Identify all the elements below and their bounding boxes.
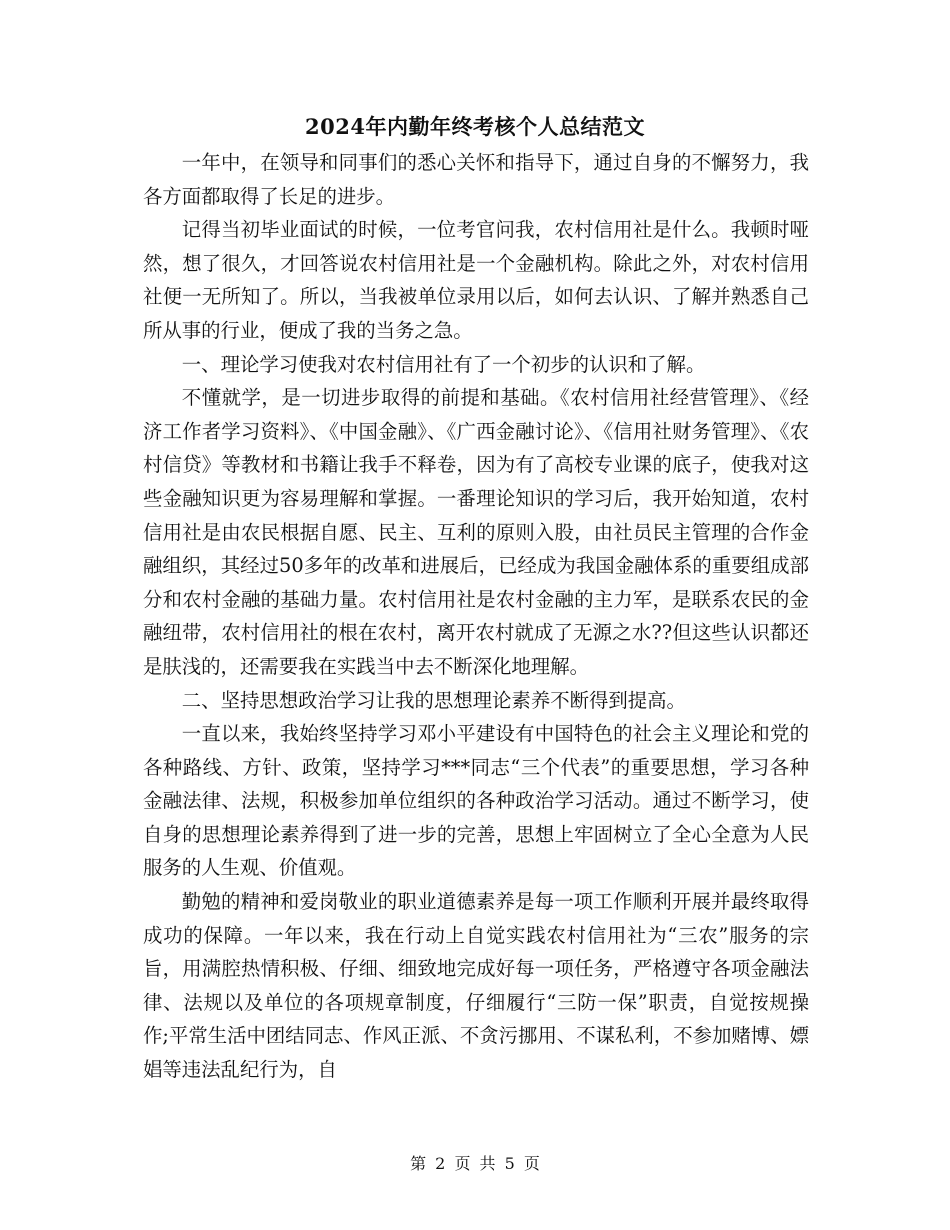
page-number-footer: 第 2 页 共 5 页 — [410, 1154, 540, 1173]
paragraph-intro: 一年中，在领导和同事们的悉心关怀和指导下，通过自身的不懈努力，我各方面都取得了长足的进步。 — [143, 151, 809, 208]
paragraph-theory: 不懂就学，是一切进步取得的前提和基础。《农村信用社经营管理》、《经济工作者学习资料》、《中国金融》、《广西金融讨论》、《信用社财务管理》、《农村信贷》等教材和书籍让我手不释卷，因为有了高校专业课的底子，使我对这些金融知识更为容易理解和掌握。一番理论知识的学习后，我开始知道，农村信用社是由农民根据自愿、民主、互利的原则入股，由社员民主管理的合作金融组织，其经过50多年的改革和进展后，已经成为我国金融体系的重要组成部分和农村金融的基础力量。农村信用社是农村金融的主力军，是联系农民的金融纽带，农村信用社的根在农村，离开农村就成了无源之水??但这些认识都还是肤浅的，还需要我在实践当中去不断深化地理解。 — [143, 386, 809, 678]
section-heading-politics: 二、坚持思想政治学习让我的思想理论素养不断得到提高。 — [181, 688, 686, 712]
paragraph-politics: 一直以来，我始终坚持学习邓小平建设有中国特色的社会主义理论和党的各种路线、方针、政策，坚持学习***同志“三个代表”的重要思想，学习各种金融法律、法规，积极参加单位组织的各种政治学习活动。通过不断学习，使自身的思想理论素养得到了进一步的完善，思想上牢固树立了全心全意为人民服务的人生观、价值观。 — [143, 722, 809, 880]
document-body — [143, 146, 809, 1087]
document-title: 2024年内勤年终考核个人总结范文 — [305, 114, 645, 139]
paragraph-interview: 记得当初毕业面试的时候，一位考官问我，农村信用社是什么。我顿时哑然，想了很久，才回答说农村信用社是一个金融机构。除此之外，对农村信用社便一无所知了。所以，当我被单位录用以后，如何去认识、了解并熟悉自己所从事的行业，便成了我的当务之急。 — [143, 218, 809, 342]
paragraph-diligence: 勤勉的精神和爱岗敬业的职业道德素养是每一项工作顺利开展并最终取得成功的保障。一年以来，我在行动上自觉实践农村信用社为“三农”服务的宗旨，用满腔热情积极、仔细、细致地完成好每一项任务，严格遵守各项金融法律、法规以及单位的各项规章制度，仔细履行“三防一保”职责，自觉按规操作;平常生活中团结同志、作风正派、不贪污挪用、不谋私利，不参加赌博、嫖娼等违法乱纪行为，自 — [143, 890, 809, 1082]
section-heading-theory: 一、理论学习使我对农村信用社有了一个初步的认识和了解。 — [181, 352, 706, 376]
